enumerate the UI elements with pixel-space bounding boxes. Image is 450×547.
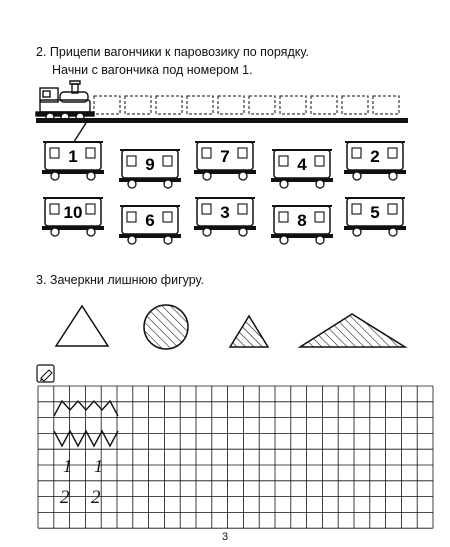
wagon-number: 5 bbox=[370, 203, 380, 222]
rail bbox=[36, 118, 408, 123]
locomotive bbox=[36, 81, 94, 121]
wagon-4[interactable] bbox=[271, 150, 333, 188]
wagon-8[interactable] bbox=[271, 206, 333, 244]
wagon-6[interactable] bbox=[119, 206, 181, 244]
task-2-title: 2. Прицепи вагончики к паровозику по порядку. bbox=[36, 45, 309, 59]
wagon-5[interactable] bbox=[344, 198, 406, 236]
wagon-7[interactable] bbox=[194, 142, 256, 180]
shape-wide-triangle-hatched[interactable] bbox=[300, 314, 405, 347]
shape-small-triangle-hatched[interactable] bbox=[230, 316, 268, 347]
wagon-number: 1 bbox=[68, 147, 78, 166]
wagons-group bbox=[42, 142, 406, 244]
wagon-number: 6 bbox=[145, 211, 155, 230]
wagon-number: 3 bbox=[220, 203, 230, 222]
wagon-number: 7 bbox=[220, 147, 230, 166]
pencil-icon bbox=[37, 365, 54, 382]
wagon-number: 4 bbox=[297, 155, 307, 174]
shape-triangle-empty[interactable] bbox=[56, 306, 108, 346]
wagon-number: 2 bbox=[370, 147, 380, 166]
page-number: 3 bbox=[221, 531, 229, 543]
sample-digit-2b: 2 bbox=[91, 487, 101, 508]
sample-digit-1a: 1 bbox=[63, 456, 72, 476]
wagon-9[interactable] bbox=[119, 150, 181, 188]
zigzag-sample bbox=[54, 401, 118, 446]
wagon-number: 9 bbox=[145, 155, 155, 174]
sample-digit-1b: 1 bbox=[94, 456, 103, 476]
wagon-1[interactable] bbox=[42, 142, 104, 180]
task-3-title: 3. Зачеркни лишнюю фигуру. bbox=[36, 273, 205, 287]
wagon-number: 8 bbox=[297, 211, 307, 230]
task-2-subtitle: Начни с вагончика под номером 1. bbox=[52, 63, 253, 77]
sample-digit-2a: 2 bbox=[60, 487, 70, 508]
wagon-10[interactable] bbox=[42, 198, 104, 236]
wagon-3[interactable] bbox=[194, 198, 256, 236]
shape-circle-hatched[interactable] bbox=[144, 305, 188, 349]
empty-wagon-slots bbox=[94, 96, 408, 114]
wagon-2[interactable] bbox=[344, 142, 406, 180]
wagon-number: 10 bbox=[63, 203, 83, 222]
